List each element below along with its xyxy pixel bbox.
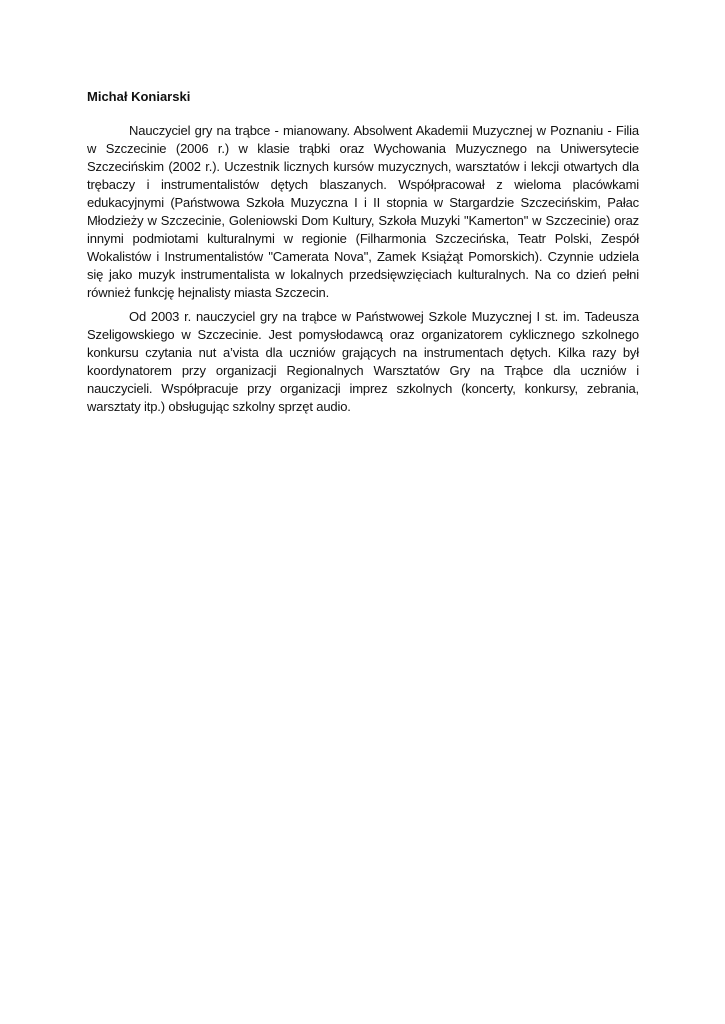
paragraph-biography: Nauczyciel gry na trąbce - mianowany. Absolwent Akademii Muzycznej w Poznaniu - Filia w Szczecinie (2006 r.) w klasie trąbki oraz Wychowania Muzycznego na Uniwersytecie Szczecińskim (2002 r.). Uczestnik licznych kursów muzycznych, warsztatów i lekcji otwartych dla trębaczy i instrumentalistów dętych blaszanych. Współpracował z wieloma placówkami edukacyjnymi (Państwowa Szkoła Muzyczna I i II stopnia w Stargardzie Szczecińskim, Pałac Młodzieży w Szczecinie, Goleniowski Dom Kultury, Szkoła Muzyki "Kamerton" w Szczecinie) oraz innymi podmiotami kulturalnymi w regionie (Filharmonia Szczecińska, Teatr Polski, Zespół Wokalistów i Instrumentalistów "Camerata Nova", Zamek Książąt Pomorskich). Czynnie udziela się jako muzyk instrumentalista w lokalnych przedsięwzięciach kulturalnych. Na co dzień pełni również funkcję hejnalisty miasta Szczecin. [87,123,639,300]
paragraph-teaching: Od 2003 r. nauczyciel gry na trąbce w Państwowej Szkole Muzycznej I st. im. Tadeusza Szeligowskiego w Szczecinie. Jest pomysłodawcą oraz organizatorem cyklicznego szkolnego konkursu czytania nut a’vista dla uczniów grających na instrumentach dętych. Kilka razy był koordynatorem przy organizacji Regionalnych Warsztatów Gry na Trąbce dla uczniów i nauczycieli. Współpracuje przy organizacji imprez szkolnych (koncerty, konkursy, zebrania, warsztaty itp.) obsługując szkolny sprzęt audio. [87,309,639,414]
document-page [87,88,639,422]
author-name: Michał Koniarski [87,89,191,104]
